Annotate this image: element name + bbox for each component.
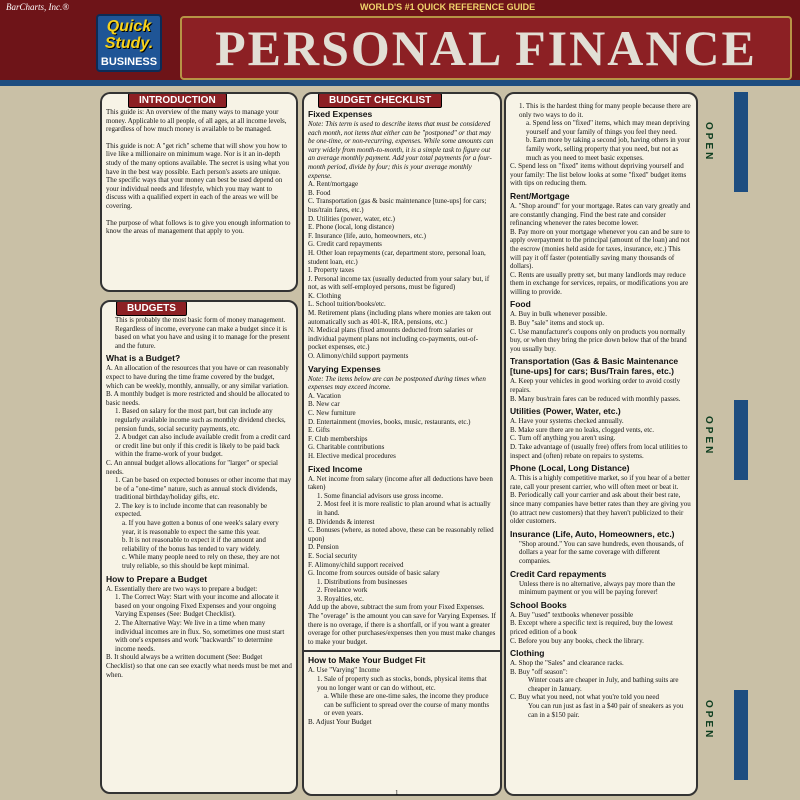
side-stripe	[734, 92, 748, 192]
fixedinc-heading: Fixed Income	[308, 463, 363, 474]
prep-a: A. Essentially there are two ways to prepare a budget:	[106, 584, 258, 593]
list-item: A. Vacation	[308, 391, 341, 400]
list-item: G. Income from sources outside of basic salary	[308, 569, 440, 578]
what-b: B. A monthly budget is more restricted and should be allocated to basic needs.	[106, 390, 290, 407]
varying-note: Note: The items below are can be postponed during times when expenses may exceed income.	[308, 374, 486, 392]
list-item: D. Utilities (power, water, etc.)	[308, 214, 395, 223]
list-item: A. Shop the "Sales" and clearance racks.	[510, 659, 624, 668]
prep-a2: 2. The Alternative Way: We live in a time when many individual incomes are in flux. So, sometimes one must start with one's expenses and work "backwards" to determine income needs.	[115, 619, 285, 653]
page-title: PERSONAL FINANCE	[180, 16, 792, 80]
intro-p2: This guide is not: A "get rich" scheme that will show you how to live like a millionaire on minimum wage. Nor is it an in-depth study of the many options available. The secret is using what you have in the best way possible. Each person's assets are unique. The specific ways that your money can best be used depend on your individual needs and lifestyle, which you may want to discuss with a qualified expert in each of the areas we will be covering.	[106, 141, 290, 210]
list-item: J. Personal income tax (usually deducted from your salary but, if not, as with self-employed persons, must be figured)	[308, 274, 490, 292]
budget-fit-section	[304, 650, 500, 726]
what-b2: 2. A budget can also include available credit from a credit card or credit line but only if this credit is likely to be paid back within the frame-work of your budget.	[115, 433, 291, 459]
list-item: 3. Royalties, etc.	[317, 594, 364, 603]
food-heading: Food	[510, 299, 531, 310]
list-item: B. Pay more on your mortgage whenever you can and be sure to apply overpayment to the principal (amount of the loan) and not the escrow (monies held aside for taxes, insurance, etc.) This will pay it off faster (potentially saving many thousands of dollars).	[510, 227, 690, 271]
budgets-tab: BUDGETS	[116, 301, 187, 316]
column-right	[504, 92, 698, 796]
list-item: D. Take advantage of (usually free) offers from local utilities to inspect and (often) rebate on repairs to systems.	[510, 443, 688, 460]
budget-fit-list	[308, 666, 496, 726]
list-item: B. Buy "off season":	[510, 667, 568, 676]
list-item: O. Alimony/child support payments	[308, 352, 409, 361]
logo-business: BUSINESS	[100, 56, 158, 68]
side-stripe	[734, 690, 748, 780]
intro-p1: This guide is: An overview of the many ways to manage your money. Applicable to all people, of all ages, at all income levels, regardless of how much money is available to be managed.	[106, 108, 287, 134]
list-item: A. Use "Varying" Income	[308, 666, 380, 675]
school-books-list	[510, 611, 692, 645]
phone-list	[510, 474, 692, 526]
side-stripe	[734, 400, 748, 480]
list-item: M. Retirement plans (including plans where monies are taken out automatically such as 401-K, IRA, pensions, etc.)	[308, 309, 492, 326]
header-banner	[0, 0, 800, 86]
list-item: 2. Most feel it is more realistic to plan around what is actually in hand.	[317, 500, 491, 517]
phone-heading: Phone (Local, Long Distance)	[510, 463, 630, 474]
prep-b: B. It should always be a written document (See: Budget Checklist) so that one can see exactly what needs must be met and when.	[106, 653, 292, 679]
list-item: 1. Distributions from businesses	[317, 577, 408, 586]
prep-a1: 1. The Correct Way: Start with your income and allocate it based on your ongoing Fixed Expenses and your ongoing Varying Expenses (See: Budget Checklist).	[115, 593, 279, 619]
logo-study: Study.	[104, 35, 154, 52]
list-item: H. Elective medical procedures	[308, 451, 396, 460]
list-item: A. Buy "used" textbooks whenever possible	[510, 610, 634, 619]
list-item: A. Rent/mortgage	[308, 180, 359, 189]
list-item: 1. Sale of property such as stocks, bonds, physical items that you no longer want or can do without, etc.	[317, 675, 487, 692]
list-item: F. Club memberships	[308, 434, 368, 443]
budgets-p1: This is probably the most basic form of money management.	[115, 316, 286, 324]
intro-p3: The purpose of what follows is to give you enough information to know the areas of management that apply to you.	[106, 218, 291, 236]
what-c: C. An annual budget allows allocations for "larger" or special needs.	[106, 458, 278, 476]
list-item: 2. Freelance work	[317, 586, 368, 595]
list-item: C. Bonuses (where, as noted above, these can be reasonably relied upon)	[308, 526, 494, 543]
prep-heading: How to Prepare a Budget	[106, 573, 208, 584]
list-item: D. Entertainment (movies, books, music, restaurants, etc.)	[308, 417, 471, 426]
list-item: B. Dividends & interest	[308, 517, 375, 526]
what-heading: What is a Budget?	[106, 353, 181, 364]
list-item: K. Clothing	[308, 291, 342, 300]
list-item: a. While these are one-time sales, the income they produce can be sufficient to spread over the course of many months or even years.	[324, 692, 490, 718]
list-item: b. Earn more by taking a second job, having others in your family work, selling property that you need, but not as much as you need to meet basic expenses.	[526, 136, 691, 162]
cloth-heading: Clothing	[510, 648, 545, 659]
list-item: B. Except where a specific text is required, buy the lowest priced edition of a book	[510, 619, 673, 636]
util-heading: Utilities (Power, Water, etc.)	[510, 406, 621, 417]
list-item: C. Before you buy any books, check the library.	[510, 636, 644, 645]
list-item: A. Have your systems checked annually.	[510, 417, 624, 426]
checklist-tab: BUDGET CHECKLIST	[318, 93, 442, 108]
what-c2b: b. It is not reasonable to expect it if the amount and reliability of the bonus has tended to vary widely.	[122, 536, 266, 553]
list-item: Winter coats are cheaper in July, and bathing suits are cheaper in January.	[528, 676, 679, 693]
adjust-list	[510, 102, 692, 188]
list-item: E. Social security	[308, 551, 358, 560]
list-item: D. Pension	[308, 543, 339, 552]
fixedinc-end: Add up the above, subtract the sum from your Fixed Expenses. The "overage" is the amount you can save for Varying Expenses. If there is no overage, if there is a shortfall, or if you want a greater overage for other purchases/expenses then you must make changes to make your budget.	[308, 603, 496, 646]
fixed-note: Note: This term is used to describe items that must be considered each month, not items that either can be "postponed" or that may be one-time, or non-recurring, expenses. While some amounts can vary widely from month-to-month, it is a simple task to figure out an average monthly payment. Add your total payments for a four-month period, divide by four; this is your average monthly expense.	[308, 120, 494, 180]
list-item: B. Buy "sale" items and stock up.	[510, 319, 604, 328]
list-item: C. Turn off anything you aren't using.	[510, 434, 616, 443]
list-item: E. Gifts	[308, 426, 330, 435]
varying-expenses-list	[308, 392, 496, 461]
list-item: a. Spend less on "fixed" items, which may mean depriving yourself and your family of things you feel they need.	[526, 119, 690, 136]
open-label: OPEN	[703, 122, 714, 163]
rent-list	[510, 202, 692, 297]
list-item: L. School tuition/books/etc.	[308, 300, 386, 309]
what-c1: 1. Can be based on expected bonuses or other income that may be of a "one-time" nature, such as annual stock dividends, traditional birthday/holiday gifts, etc.	[115, 476, 292, 502]
list-item: You can run just as fast in a $40 pair of sneakers as you can in a $150 pair.	[528, 702, 684, 719]
list-item: C. Use manufacturer's coupons only on products you normally buy, or when they bring the price down below that of the brand you usually buy.	[510, 327, 687, 353]
what-c2a: a. If you have gotten a bonus of one week's salary every year, it is reasonable to expect the same this year.	[122, 519, 279, 536]
left-margin	[0, 92, 96, 800]
food-list	[510, 310, 692, 353]
list-item: F. Alimony/child support received	[308, 560, 404, 569]
list-item: G. Charitable contributions	[308, 443, 385, 452]
varying-heading: Varying Expenses	[308, 363, 381, 374]
list-item: B. New car	[308, 400, 340, 409]
open-label: OPEN	[703, 700, 714, 741]
utilities-list	[510, 417, 692, 460]
list-item: 1. This is the hardest thing for many people because there are only two ways to do it.	[519, 102, 691, 119]
logo-quick: Quick	[106, 18, 152, 35]
what-c2: 2. The key is to include income that can reasonably be expected.	[115, 501, 268, 519]
list-item: I. Property taxes	[308, 266, 355, 275]
list-item: B. Adjust Your Budget	[308, 718, 372, 726]
introduction-section	[100, 92, 298, 292]
list-item: E. Phone (local, long distance)	[308, 223, 394, 232]
list-item: C. Transportation (gas & basic maintenance [tune-ups] for cars; bus/train fares, etc.)	[308, 197, 487, 214]
what-c2c: c. While many people need to rely on these, they are not truly reliable, so this should be kept minimal.	[122, 553, 280, 571]
list-item: B. Periodically call your carrier and ask about their best rate, since many companies have better rates than they are giving you (to attract new customers) that they haven't publicized to their older customers.	[510, 491, 691, 526]
list-item: B. Make sure there are no leaks, clogged vents, etc.	[510, 425, 655, 434]
list-item: G. Credit card repayments	[308, 240, 382, 249]
budgets-p2: Regardless of income, everyone can make a budget since it is based on what you have and using it to manage for the present and the future.	[115, 324, 290, 350]
column-middle	[302, 92, 502, 796]
list-item: A. Net income from salary (income after all deductions have been taken)	[308, 474, 493, 492]
cc-heading: Credit Card repayments	[510, 568, 607, 579]
list-item: A. Buy in bulk whenever possible.	[510, 310, 608, 319]
list-item: F. Insurance (life, auto, homeowners, etc.)	[308, 231, 427, 240]
list-item: B. Many bus/train fares can be reduced with monthly passes.	[510, 394, 681, 403]
introduction-tab: INTRODUCTION	[128, 93, 227, 108]
ins-text: "Shop around." You can save hundreds, even thousands, of dollars a year for the same coverage with different companies.	[519, 539, 684, 565]
trans-heading: Transportation (Gas & Basic Maintenance [tune-ups] for cars; Bus/Train fares, etc.)	[510, 356, 679, 377]
what-b1: 1. Based on salary for the most part, but can include any regularly available income such as monthly dividend checks, pension funds, social security payments, etc.	[115, 407, 286, 433]
list-item: C. Buy what you need, not what you're told you need	[510, 693, 660, 702]
fixed-heading: Fixed Expenses	[308, 109, 373, 119]
list-item: C. New furniture	[308, 409, 356, 417]
list-item: N. Medical plans (fixed amounts deducted from salaries or individual payment plans not including co-payments, out-of-pocket expenses, etc.)	[308, 326, 479, 352]
tagline: WORLD'S #1 QUICK REFERENCE GUIDE	[360, 2, 536, 12]
list-item: C. Spend less on "fixed" items without depriving yourself and your family: The list below looks at some "fixed" budget items with tips on reducing them.	[510, 162, 687, 188]
fixed-income-list	[308, 475, 496, 604]
open-label: OPEN	[703, 416, 714, 457]
transportation-list	[510, 377, 692, 403]
quickstudy-logo	[96, 14, 162, 72]
rent-heading: Rent/Mortgage	[510, 190, 570, 201]
list-item: A. This is a highly competitive market, so if you hear of a better rate, call your present carrier, who will often meet or beat it.	[510, 474, 690, 491]
budgets-section	[100, 300, 298, 794]
page-number: 1	[395, 789, 399, 797]
ins-heading: Insurance (Life, Auto, Homeowners, etc.)	[510, 528, 675, 539]
clothing-list	[510, 659, 692, 719]
list-item: H. Other loan repayments (car, department store, personal loan, student loan, etc.)	[308, 248, 486, 266]
what-a: A. An allocation of the resources that you have or can reasonably expect to have during the time frame covered by the budget, which can be weekly, monthly, annually, or any similar variation.	[106, 364, 289, 390]
school-heading: School Books	[510, 599, 567, 610]
column-left	[100, 92, 298, 796]
fit-heading: How to Make Your Budget Fit	[308, 655, 426, 666]
list-item: B. Food	[308, 188, 331, 197]
list-item: A. "Shop around" for your mortgage. Rates can vary greatly and are constantly changing. Find the best rate and consider refinancing whenever the rates become lower.	[510, 201, 691, 228]
fixed-expenses-list	[308, 180, 496, 360]
brand-name: BarCharts, Inc.®	[6, 2, 70, 12]
cc-text: Unless there is no alternative, always pay more than the minimum payment or you will be paying forever!	[519, 579, 676, 597]
list-item: A. Keep your vehicles in good working order to avoid costly repairs.	[510, 377, 681, 395]
list-item: C. Rents are usually pretty set, but many landlords may reduce them in exchange for services, repairs, or modifications you are willing to provide.	[510, 270, 689, 296]
list-item: 1. Some financial advisors use gross income.	[317, 491, 443, 500]
